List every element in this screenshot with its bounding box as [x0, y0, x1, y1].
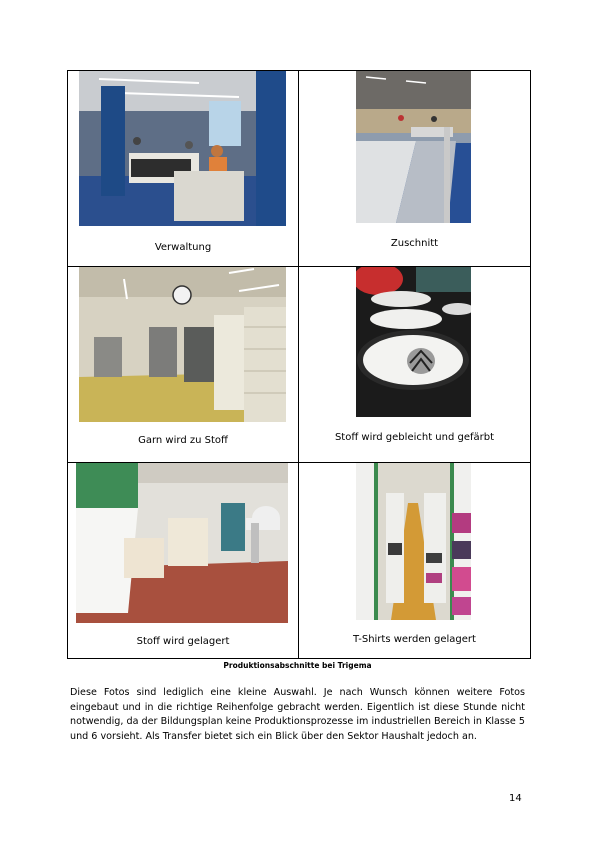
tshirt-shelves-photo: [356, 463, 471, 620]
office-photo: [79, 71, 286, 226]
photo-grid: [67, 70, 531, 659]
photo-cell-garn: [68, 267, 299, 463]
figure-caption: Produktionsabschnitte bei Trigema: [223, 661, 372, 670]
photo-caption: T-Shirts werden gelagert: [353, 634, 476, 645]
photo-caption: Zuschnitt: [390, 238, 439, 249]
knitting-machines-photo: [79, 267, 286, 422]
photo-caption: Garn wird zu Stoff: [138, 435, 228, 446]
cutting-table-photo: [356, 71, 471, 223]
page-number: 14: [509, 793, 522, 804]
photo-caption: Stoff wird gebleicht und gefärbt: [334, 432, 495, 443]
photo-cell-verwaltung: [68, 71, 299, 267]
dye-vat-photo: [356, 267, 471, 417]
body-paragraph: Diese Fotos sind lediglich eine kleine Auswahl. Je nach Wunsch können weitere Fotos eingebaut und in die richtige Reihenfolge gebracht werden. Eigentlich ist diese Stunde nicht notwendig, da der Bildungsplan keine Produktionsprozesse im industriellen Bereich in Klasse 5 und 6 vorsieht. Als Transfer bietet sich ein Blick über den Sektor Haushalt jedoch an.: [70, 687, 525, 742]
photo-cell-zuschnitt: [299, 71, 531, 267]
photo-caption: Stoff wird gelagert: [136, 636, 230, 647]
photo-cell-tshirts: [299, 463, 531, 659]
photo-caption: Verwaltung: [154, 242, 212, 253]
photo-cell-stoff-gelagert: [68, 463, 299, 659]
photo-cell-bleichen: [299, 267, 531, 463]
fabric-storage-photo: [76, 463, 288, 623]
